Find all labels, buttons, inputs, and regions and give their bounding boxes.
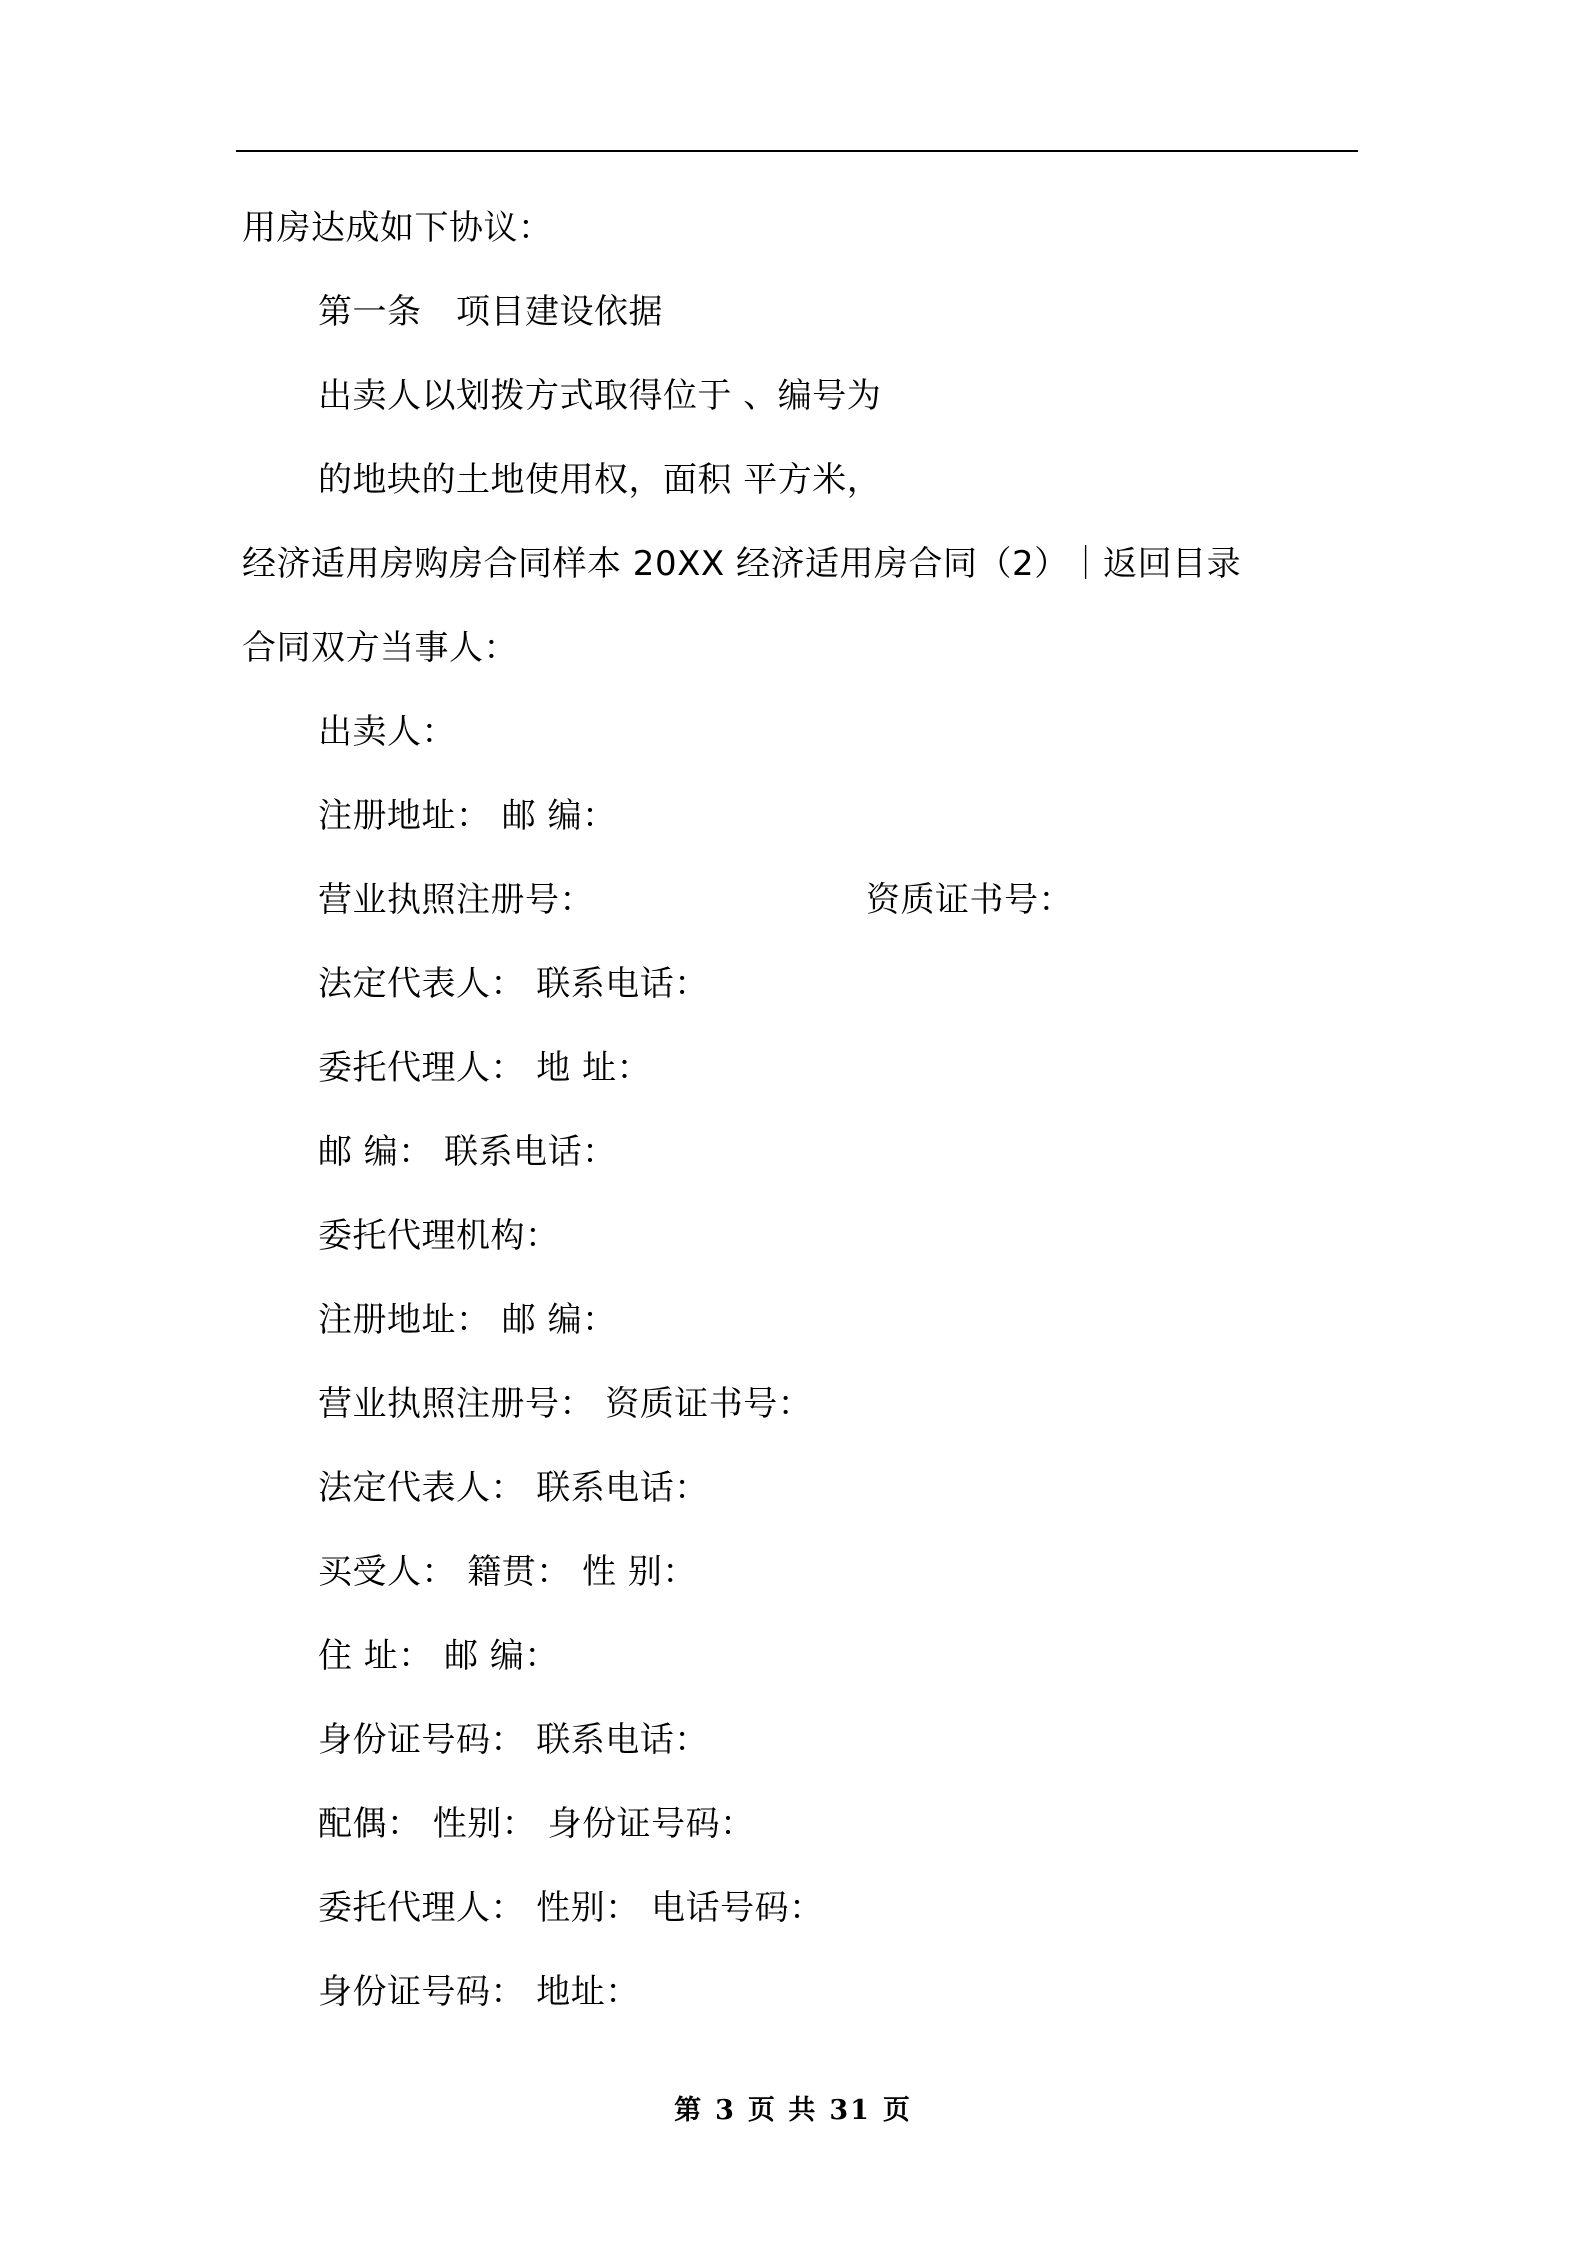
total-page-count: 31 [829, 2095, 871, 2126]
buyer-id-line: 身份证号码： 联系电话： [318, 1720, 709, 1760]
seller-address-line: 注册地址： 邮 编： [318, 796, 617, 836]
parties-heading: 合同双方当事人： [242, 628, 518, 668]
article-heading: 第一条 项目建设依据 [318, 292, 663, 332]
footer-middle: 页 共 [747, 2095, 818, 2126]
current-page-number: 3 [715, 2095, 736, 2126]
license-number-label: 营业执照注册号： [318, 880, 594, 920]
page-footer [0, 2088, 1586, 2127]
buyer-line: 买受人： 籍贯： 性 别： [318, 1552, 697, 1592]
seller-agent-line: 委托代理人： 地 址： [318, 1048, 652, 1088]
spouse-line: 配偶： 性别： 身份证号码： [318, 1804, 755, 1844]
body-line-1: 用房达成如下协议： [242, 208, 553, 248]
toc-link-line[interactable]: 经济适用房购房合同样本 20XX 经济适用房合同（2）｜返回目录 [242, 544, 1242, 584]
seller-license-line [318, 872, 1073, 928]
seller-legal-rep-line: 法定代表人： 联系电话： [318, 964, 709, 1004]
seller-agent-contact-line: 邮 编： 联系电话： [318, 1132, 617, 1172]
agency-label: 委托代理机构： [318, 1216, 560, 1256]
agency-license-line: 营业执照注册号： 资质证书号： [318, 1384, 813, 1424]
agency-legal-rep-line: 法定代表人： 联系电话： [318, 1468, 709, 1508]
body-line-3: 出卖人以划拨方式取得位于 、编号为 [318, 376, 882, 416]
agency-address-line: 注册地址： 邮 编： [318, 1300, 617, 1340]
footer-prefix: 第 [674, 2095, 704, 2126]
footer-suffix: 页 [882, 2095, 912, 2126]
buyer-address-line: 住 址： 邮 编： [318, 1636, 559, 1676]
qualification-cert-label: 资质证书号： [866, 880, 1073, 920]
buyer-agent-id-line: 身份证号码： 地址： [318, 1972, 640, 2012]
body-line-4: 的地块的土地使用权，面积 平方米， [318, 460, 882, 500]
seller-label: 出卖人： [318, 712, 456, 752]
buyer-agent-line: 委托代理人： 性别： 电话号码： [318, 1888, 824, 1928]
